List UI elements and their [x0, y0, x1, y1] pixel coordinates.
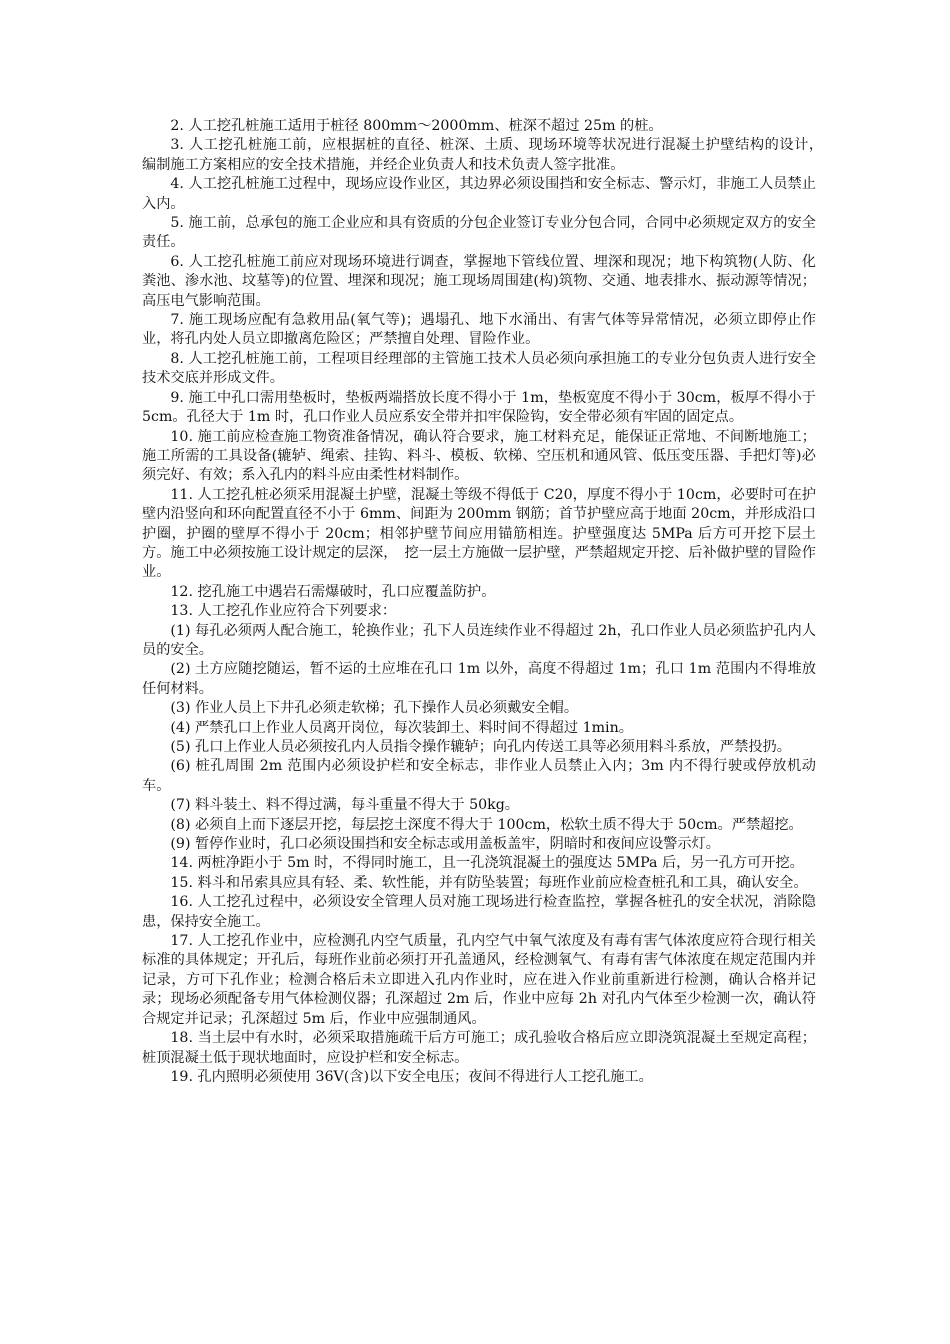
paragraph: 17. 人工挖孔作业中，应检测孔内空气质量，孔内空气中氧气浓度及有毒有害气体浓度应符合现行相关标准的具体规定；开孔后，每班作业前必须打开孔盖通风，经检测氧气、有毒有害气体浓度在规定范围内并记录，方可下孔作业；检测合格后未立即进入孔内作业时，应在进入作业前重新进行检测，确认合格并记录；现场必须配备专用气体检测仪器；孔深超过 2m 后，作业中应每 2h 对孔内气体至少检测一次，确认符合规定并记录；孔深超过 5m 后，作业中应强制通风。 [142, 933, 816, 1027]
paragraph: 15. 料斗和吊索具应具有轻、柔、软性能，并有防坠装置；每班作业前应检查桩孔和工具，确认安全。 [170, 874, 808, 891]
paragraph: 13. 人工挖孔作业应符合下列要求： [170, 603, 397, 620]
paragraph: 7. 施工现场应配有急救用品(氧气等)；遇塌孔、地下水涌出、有害气体等异常情况，必须立即停止作业，将孔内处人员立即撤离危险区；严禁擅自处理、冒险作业。 [142, 312, 816, 348]
list-item: (9) 暂停作业时，孔口必须设围挡和安全标志或用盖板盖牢，阴暗时和夜间应设警示灯。 [170, 836, 720, 853]
list-item: (4) 严禁孔口上作业人员离开岗位，每次装卸土、料时间不得超过 1min。 [170, 719, 633, 736]
paragraph: 2. 人工挖孔桩施工适用于桩径 800mm～2000mm、桩深不超过 25m 的桩。 [170, 118, 663, 134]
paragraph: 16. 人工挖孔过程中，必须设安全管理人员对施工现场进行检查监控，掌握各桩孔的安全状况，消除隐患，保持安全施工。 [142, 894, 816, 930]
paragraph: 18. 当土层中有水时，必须采取措施疏干后方可施工；成孔验收合格后应立即浇筑混凝土至规定高程；桩顶混凝土低于现状地面时，应设护栏和安全标志。 [142, 1030, 816, 1066]
list-item: (2) 土方应随挖随运，暂不运的土应堆在孔口 1m 以外，高度不得超过 1m；孔口 1m 范围内不得堆放任何材料。 [142, 661, 816, 697]
paragraph: 4. 人工挖孔桩施工过程中，现场应设作业区，其边界必须设围挡和安全标志、警示灯，非施工人员禁止入内。 [142, 176, 816, 212]
list-item: (8) 必须自上而下逐层开挖，每层挖土深度不得大于 100cm，松软土质不得大于 50cm。严禁超挖。 [170, 816, 803, 833]
list-item: (5) 孔口上作业人员必须按孔内人员指令操作辘轳；向孔内传送工具等必须用料斗系放，严禁投扔。 [170, 739, 791, 755]
paragraph: 14. 两桩净距小于 5m 时，不得同时施工，且一孔浇筑混凝土的强度达 5MPa 后，另一孔方可开挖。 [170, 855, 804, 872]
list-item: (6) 桩孔周围 2m 范围内必须设护栏和安全标志，非作业人员禁止入内；3m 内不得行驶或停放机动车。 [142, 758, 816, 794]
paragraph: 11. 人工挖孔桩必须采用混凝土护壁，混凝土等级不得低于 C20，厚度不得小于 10cm，必要时可在护壁内沿竖向和环向配置直径不小于 6mm、间距为 200mm 钢筋；首节护壁应高于地面 20cm，并形成沿口护圈，护圈的壁厚不得小于 20cm；相邻护壁节间应用锚筋相连。护壁强度达 5MPa 后方可开挖下层土方。施工中必须按施工设计规定的层深， 挖一层土方施做一层护壁，严禁超规定开挖、后补做护壁的冒险作业。 [142, 486, 816, 581]
paragraph: 19. 孔内照明必须使用 36V(含)以下安全电压；夜间不得进行人工挖孔施工。 [170, 1068, 653, 1085]
list-item: (7) 料斗装土、料不得过满，每斗重量不得大于 50kg。 [170, 797, 519, 814]
paragraph: 10. 施工前应检查施工物资准备情况，确认符合要求，施工材料充足，能保证正常地、不间断地施工；施工所需的工具设备(辘轳、绳索、挂钩、料斗、模板、软梯、空压机和通风管、低压变压器、手把灯等)必须完好、有效；系入孔内的料斗应由柔性材料制作。 [142, 428, 816, 484]
paragraph: 8. 人工挖孔桩施工前，工程项目经理部的主管施工技术人员必须向承担施工的专业分包负责人进行安全技术交底并形成文件。 [142, 350, 816, 387]
paragraph: 6. 人工挖孔桩施工前应对现场环境进行调查，掌握地下管线位置、埋深和现况；地下构筑物(人防、化粪池、渗水池、坟墓等)的位置、埋深和现况；施工现场周围建(构)筑物、交通、地表排水、振动源等情况；高压电气影响范围。 [142, 253, 816, 309]
paragraph: 9. 施工中孔口需用垫板时，垫板两端搭放长度不得小于 1m，垫板宽度不得小于 30cm，板厚不得小于 5cm。孔径大于 1m 时，孔口作业人员应系安全带并扣牢保险钩，安全带必须有牢固的固定点。 [142, 389, 816, 426]
list-item: (1) 每孔必须两人配合施工，轮换作业；孔下人员连续作业不得超过 2h，孔口作业人员必须监护孔内人员的安全。 [142, 622, 816, 658]
document-body [142, 117, 831, 1087]
paragraph: 12. 挖孔施工中遇岩石需爆破时，孔口应覆盖防护。 [170, 583, 496, 600]
paragraph: 5. 施工前，总承包的施工企业应和具有资质的分包企业签订专业分包合同，合同中必须规定双方的安全责任。 [142, 215, 816, 251]
paragraph: 3. 人工挖孔桩施工前，应根据桩的直径、桩深、土质、现场环境等状况进行混凝土护壁结构的设计， 编制施工方案相应的安全技术措施，并经企业负责人和技术负责人签字批准。 [142, 137, 831, 173]
list-item: (3) 作业人员上下井孔必须走软梯；孔下操作人员必须戴安全帽。 [170, 700, 579, 717]
